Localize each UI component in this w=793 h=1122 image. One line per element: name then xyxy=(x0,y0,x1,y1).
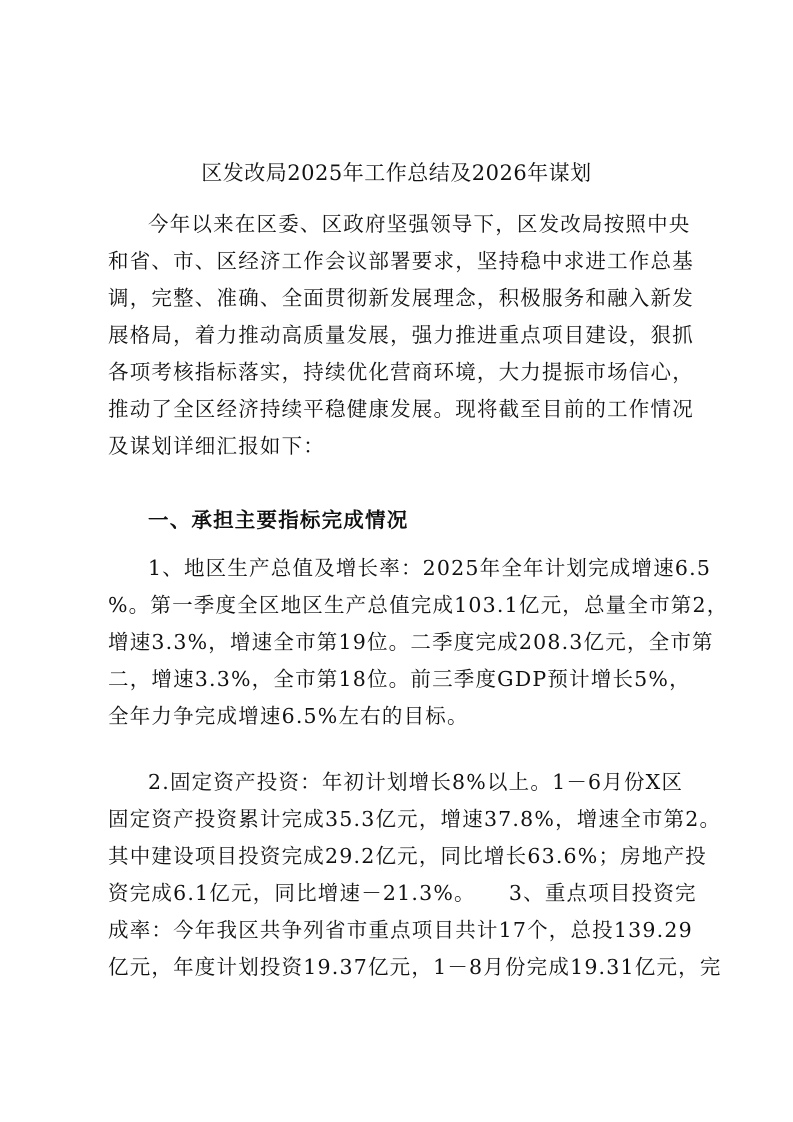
item1-line: 全年力争完成增速6.5%左右的目标。 xyxy=(108,704,469,728)
intro-line: 调，完整、准确、全面贯彻新发展理念，积极服务和融入新发 xyxy=(108,286,694,310)
item1-line: 1、地区生产总值及增长率：2025年全年计划完成增速6.5 xyxy=(148,556,712,580)
item1-line: %。第一季度全区地区生产总值完成103.1亿元，总量全市第2， xyxy=(108,593,729,617)
item1-line: 增速3.3%，增速全市第19位。二季度完成208.3亿元，全市第 xyxy=(108,630,714,654)
item2-line: 亿元，年度计划投资19.37亿元，1－8月份完成19.31亿元，完 xyxy=(108,955,722,979)
item1-line: 二，增速3.3%，全市第18位。前三季度GDP预计增长5%， xyxy=(108,667,691,691)
intro-line: 和省、市、区经济工作会议部署要求，坚持稳中求进工作总基 xyxy=(108,249,694,273)
item2-line: 2.固定资产投资：年初计划增长8%以上。1－6月份X区 xyxy=(148,770,684,794)
item2-line: 成率：今年我区共争列省市重点项目共计17个，总投139.29 xyxy=(108,918,693,942)
item2-line: 资完成6.1亿元，同比增速－21.3%。 3、重点项目投资完 xyxy=(108,881,697,905)
intro-line: 及谋划详细汇报如下： xyxy=(108,434,325,458)
intro-line: 今年以来在区委、区政府坚强领导下，区发改局按照中央 xyxy=(148,212,691,236)
intro-line: 推动了全区经济持续平稳健康发展。现将截至目前的工作情况 xyxy=(108,397,694,421)
section-heading: 一、承担主要指标完成情况 xyxy=(148,508,409,532)
intro-line: 展格局，着力推动高质量发展，强力推进重点项目建设，狠抓 xyxy=(108,323,694,347)
intro-line: 各项考核指标落实，持续优化营商环境，大力提振市场信心， xyxy=(108,360,694,384)
item2-line: 其中建设项目投资完成29.2亿元，同比增长63.6%；房地产投 xyxy=(108,844,707,868)
document-title: 区发改局2025年工作总结及2026年谋划 xyxy=(201,161,592,185)
item2-line: 固定资产投资累计完成35.3亿元，增速37.8%，增速全市第2。 xyxy=(108,807,722,831)
